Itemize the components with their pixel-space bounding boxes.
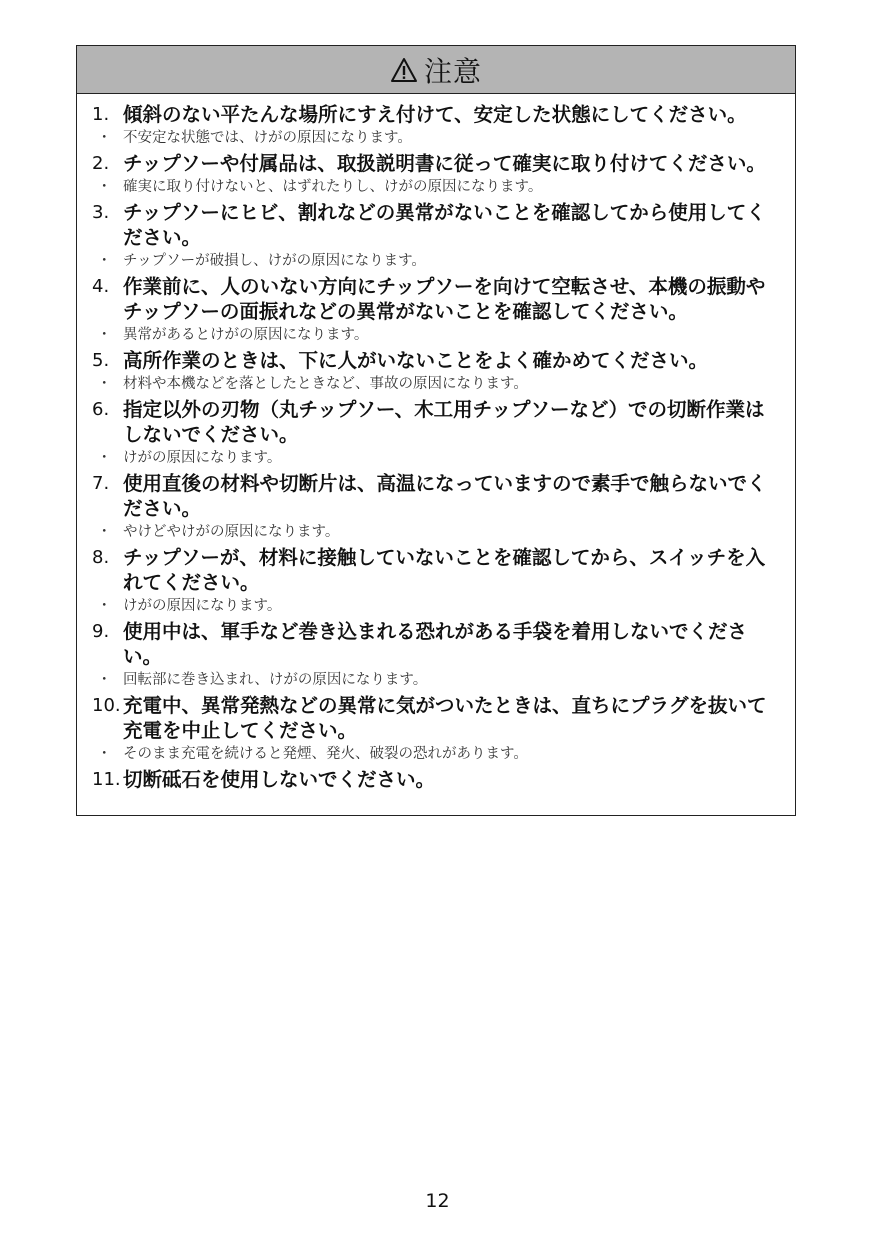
caution-title: 注意 [423, 54, 482, 88]
caution-item [77, 693, 795, 743]
caution-list [77, 94, 795, 792]
note-bullet: ・ [97, 450, 112, 466]
caution-item [77, 274, 795, 324]
item-text: チップソーが、材料に接触していないことを確認してから、スイッチを入れてください。 [123, 546, 766, 594]
note-text: チップソーが破損し、けがの原因になります。 [123, 253, 426, 269]
caution-note [77, 374, 795, 395]
caution-header [77, 46, 795, 94]
note-bullet: ・ [97, 746, 112, 762]
item-text: チップソーにヒビ、割れなどの異常がないことを確認してから使用してください。 [123, 201, 766, 249]
caution-item [77, 619, 795, 669]
item-number: 9. [92, 621, 110, 642]
item-number: 11. [92, 769, 121, 790]
item-text: 高所作業のときは、下に人がいないことをよく確かめてください。 [123, 349, 709, 372]
item-text: 使用直後の材料や切断片は、高温になっていますので素手で触らないでください。 [123, 472, 767, 520]
page-number: 12 [425, 1190, 450, 1212]
item-number: 3. [92, 202, 110, 223]
caution-item [77, 151, 795, 176]
caution-note [77, 448, 795, 469]
note-text: そのまま充電を続けると発煙、発火、破裂の恐れがあります。 [123, 746, 528, 762]
note-bullet: ・ [97, 524, 112, 540]
caution-note [77, 670, 795, 691]
caution-item [77, 348, 795, 373]
note-text: けがの原因になります。 [123, 598, 282, 614]
item-number: 6. [92, 399, 110, 420]
note-text: やけどやけがの原因になります。 [123, 524, 340, 540]
note-bullet: ・ [97, 672, 112, 688]
item-text: 切断砥石を使用しないでください。 [123, 768, 436, 791]
caution-note [77, 251, 795, 272]
caution-item [77, 200, 795, 250]
note-bullet: ・ [97, 376, 112, 392]
caution-note [77, 128, 795, 149]
item-text: 使用中は、軍手など巻き込まれる恐れがある手袋を着用しないでください。 [123, 620, 748, 668]
item-text: チップソーや付属品は、取扱説明書に従って確実に取り付けてください。 [123, 152, 766, 175]
caution-note [77, 744, 795, 765]
item-text: 充電中、異常発熱などの異常に気がついたときは、直ちにプラグを抜いて充電を中止してください。 [123, 694, 767, 742]
caution-note [77, 522, 795, 543]
item-number: 5. [92, 350, 110, 371]
item-number: 8. [92, 547, 110, 568]
caution-item [77, 767, 795, 792]
item-number: 7. [92, 473, 110, 494]
note-bullet: ・ [97, 179, 112, 195]
caution-note [77, 325, 795, 346]
note-text: 回転部に巻き込まれ、けがの原因になります。 [123, 672, 428, 688]
item-number: 4. [92, 276, 110, 297]
item-text: 指定以外の刃物（丸チップソー、木工用チップソーなど）での切断作業はしないでください。 [123, 398, 765, 446]
item-text: 傾斜のない平たんな場所にすえ付けて、安定した状態にしてください。 [123, 103, 747, 126]
note-text: 材料や本機などを落としたときなど、事故の原因になります。 [123, 376, 528, 392]
note-text: けがの原因になります。 [123, 450, 282, 466]
item-number: 2. [92, 153, 110, 174]
caution-note [77, 596, 795, 617]
item-number: 10. [92, 695, 121, 716]
note-bullet: ・ [97, 327, 112, 343]
note-bullet: ・ [97, 253, 112, 269]
caution-box [76, 45, 796, 816]
note-text: 確実に取り付けないと、はずれたりし、けがの原因になります。 [123, 179, 543, 195]
caution-item [77, 102, 795, 127]
item-text: 作業前に、人のいない方向にチップソーを向けて空転させ、本機の振動やチップソーの面振れなどの異常がないことを確認してください。 [123, 275, 766, 323]
note-text: 不安定な状態では、けがの原因になります。 [123, 130, 412, 146]
caution-item [77, 397, 795, 447]
warning-triangle-icon [390, 57, 418, 83]
item-number: 1. [92, 104, 110, 125]
caution-note [77, 177, 795, 198]
note-bullet: ・ [97, 130, 112, 146]
caution-item [77, 471, 795, 521]
caution-item [77, 545, 795, 595]
note-bullet: ・ [97, 598, 112, 614]
note-text: 異常があるとけがの原因になります。 [123, 327, 369, 343]
